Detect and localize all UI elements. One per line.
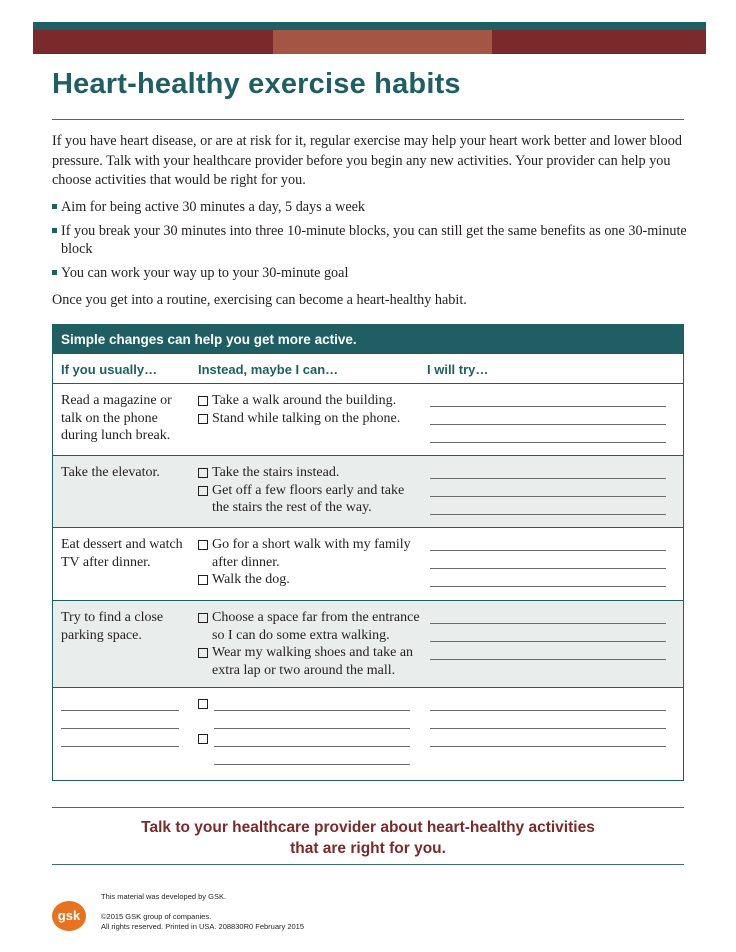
write-in-line[interactable]	[430, 478, 666, 479]
write-in-line[interactable]	[61, 710, 179, 711]
header-i-will-try: I will try…	[427, 362, 489, 377]
write-in-line[interactable]	[430, 586, 666, 587]
outro-paragraph: Once you get into a routine, exercising can become a heart-healthy habit.	[52, 292, 467, 308]
option-checkbox[interactable]: Stand while talking on the phone.	[197, 410, 423, 428]
checkbox-icon[interactable]	[198, 396, 208, 406]
cta-line: that are right for you.	[290, 840, 446, 857]
intro-paragraph: If you have heart disease, or are at risk for it, regular exercise may help your heart work better and lower blood pressure. Talk with your healthcare provider before you begin any new activities. Your provider can help you choose activities that would be right for you.	[52, 133, 682, 188]
bullet-square-icon	[52, 228, 57, 233]
option-checkbox[interactable]: Go for a short walk with my family after dinner.	[197, 536, 423, 571]
write-in-line[interactable]	[214, 746, 410, 747]
checkbox-icon[interactable]	[198, 734, 208, 744]
cta-message	[52, 817, 684, 859]
blank-table-row	[53, 688, 683, 780]
activity-table	[52, 324, 684, 781]
gsk-logo: gsk	[52, 901, 86, 931]
tip-item: You can work your way up to your 30-minute goal	[52, 264, 688, 283]
option-checkbox[interactable]: Take a walk around the building.	[197, 392, 423, 410]
write-in-line[interactable]	[430, 496, 666, 497]
tip-item: If you break your 30 minutes into three 10-minute blocks, you can still get the same benefits as one 30-minute block	[52, 222, 688, 259]
write-in-line[interactable]	[430, 623, 666, 624]
title-divider	[52, 119, 684, 120]
write-in-line[interactable]	[430, 728, 666, 729]
write-in-line[interactable]	[430, 568, 666, 569]
write-in-line[interactable]	[430, 514, 666, 515]
alternatives	[197, 536, 423, 589]
alternatives	[197, 392, 423, 427]
header-instead: Instead, maybe I can…	[198, 362, 339, 377]
table-row	[53, 384, 683, 456]
checkbox-icon[interactable]	[198, 468, 208, 478]
write-in-line[interactable]	[430, 442, 666, 443]
cta-bottom-divider	[52, 864, 684, 865]
write-in-line[interactable]	[214, 728, 410, 729]
write-in-line[interactable]	[430, 406, 666, 407]
table-row	[53, 456, 683, 528]
option-checkbox[interactable]: Walk the dog.	[197, 571, 423, 589]
cta-top-divider	[52, 807, 684, 808]
checkbox-icon[interactable]	[198, 540, 208, 550]
write-in-line[interactable]	[430, 550, 666, 551]
header-if-you-usually: If you usually…	[61, 362, 158, 377]
write-in-line[interactable]	[430, 710, 666, 711]
write-in-line[interactable]	[430, 424, 666, 425]
usual-activity: Try to find a close parking space.	[61, 610, 164, 643]
checkbox-icon[interactable]	[198, 699, 208, 709]
usual-activity: Take the elevator.	[61, 465, 160, 480]
alternatives	[197, 464, 423, 517]
bullet-square-icon	[52, 204, 57, 209]
option-checkbox[interactable]: Get off a few floors early and take the stairs the rest of the way.	[197, 482, 423, 517]
table-row	[53, 528, 683, 601]
usual-activity: Eat dessert and watch TV after dinner.	[61, 537, 183, 570]
page-title: Heart-healthy exercise habits	[52, 68, 461, 100]
footer-copyright: ©2015 GSK group of companies.	[101, 912, 212, 921]
usual-activity: Read a magazine or talk on the phone during lunch break.	[61, 393, 172, 443]
option-checkbox[interactable]: Wear my walking shoes and take an extra lap or two around the mall.	[197, 644, 423, 679]
column-headers	[53, 354, 683, 384]
write-in-line[interactable]	[430, 746, 666, 747]
write-in-line[interactable]	[430, 659, 666, 660]
option-checkbox[interactable]: Choose a space far from the entrance so I can do some extra walking.	[197, 609, 423, 644]
checkbox-icon[interactable]	[198, 575, 208, 585]
tip-item: Aim for being active 30 minutes a day, 5 days a week	[52, 198, 688, 217]
write-in-line[interactable]	[214, 764, 410, 765]
footer-rights: All rights reserved. Printed in USA. 208830R0 February 2015	[101, 922, 305, 931]
header-teal-stripe	[33, 22, 706, 30]
write-in-line[interactable]	[61, 746, 179, 747]
cta-line: Talk to your healthcare provider about heart-healthy activities	[141, 819, 595, 836]
write-in-line[interactable]	[61, 728, 179, 729]
alternatives	[197, 609, 423, 679]
checkbox-icon[interactable]	[198, 414, 208, 424]
write-in-line[interactable]	[430, 641, 666, 642]
option-checkbox[interactable]: Take the stairs instead.	[197, 464, 423, 482]
write-in-line[interactable]	[214, 710, 410, 711]
table-row	[53, 601, 683, 688]
checkbox-icon[interactable]	[198, 486, 208, 496]
tips-list	[52, 198, 688, 287]
table-title: Simple changes can help you get more active.	[53, 325, 683, 354]
header-accent-band	[273, 30, 492, 54]
bullet-square-icon	[52, 270, 57, 275]
checkbox-icon[interactable]	[198, 648, 208, 658]
footer-developed: This material was developed by GSK.	[101, 892, 227, 901]
checkbox-icon[interactable]	[198, 613, 208, 623]
